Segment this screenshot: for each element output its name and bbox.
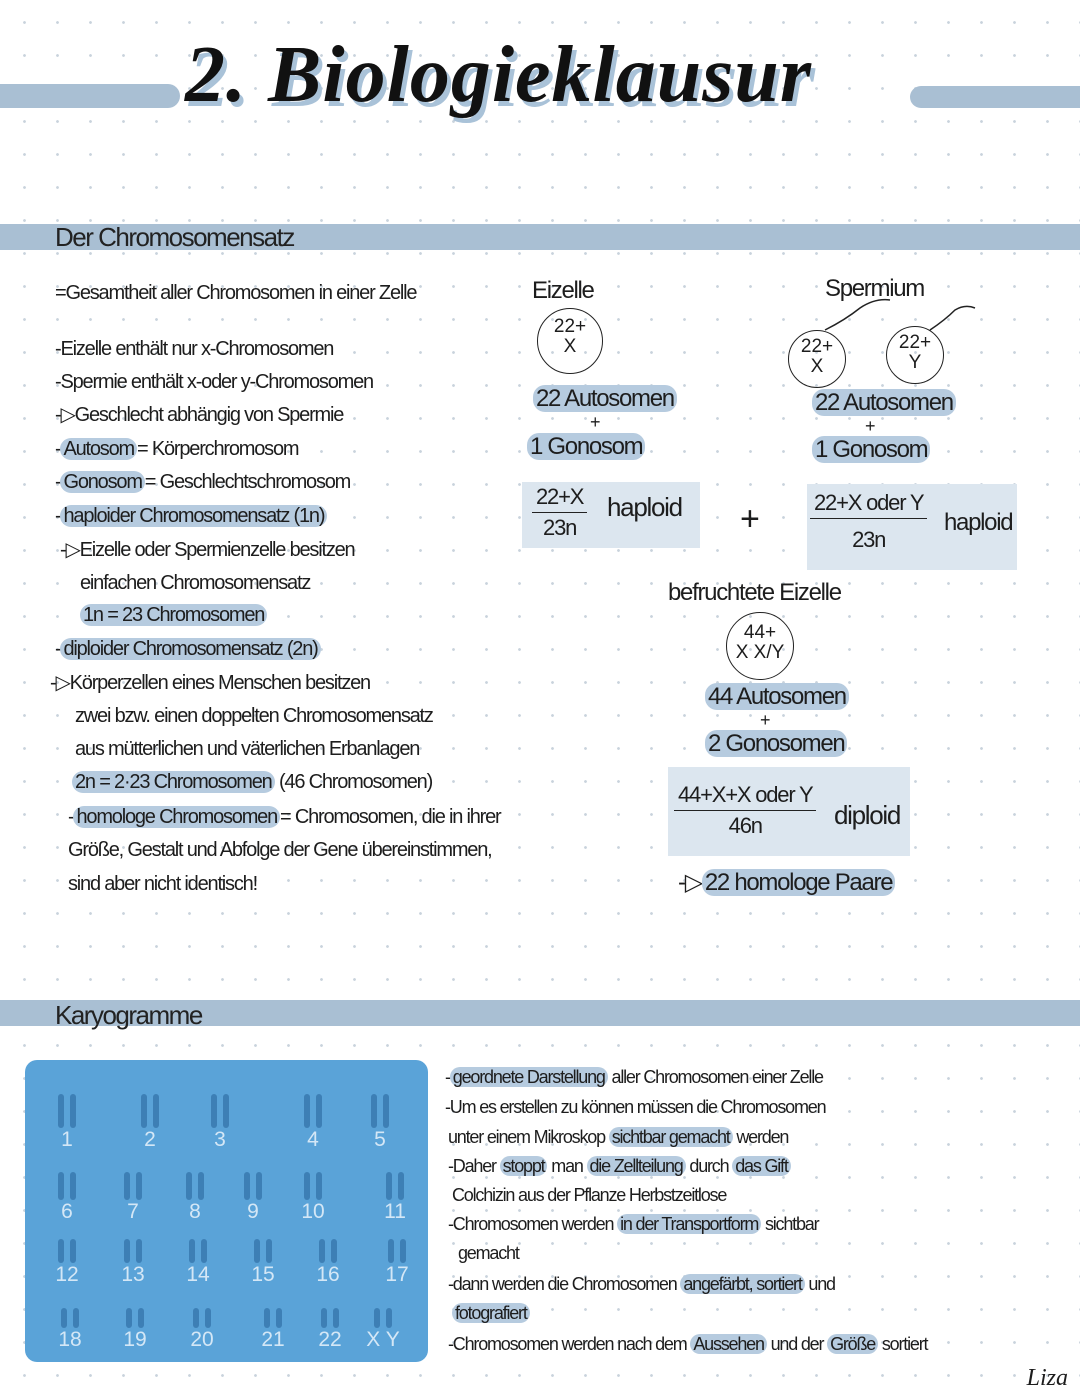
note-line [68, 804, 501, 830]
note-text: -▷Körperzellen eines Menschen besitzen [50, 672, 370, 694]
chromosome-number: 1 [61, 1128, 73, 1151]
note-text: -Um es erstellen zu können müssen die Chromosomen [445, 1097, 826, 1117]
note-line [448, 1271, 835, 1297]
note-line [452, 1182, 726, 1208]
highlighted-text: Gonosom [60, 471, 144, 493]
autosomen-label [533, 386, 677, 412]
chromosome [254, 1239, 260, 1263]
note-line [72, 769, 432, 795]
note-line [55, 469, 350, 495]
chromosome [371, 1094, 377, 1128]
highlighted-text: Aussehen [690, 1334, 766, 1354]
ploidy: haploid [944, 509, 1013, 536]
chromosome [198, 1172, 204, 1200]
note-text: - [55, 638, 61, 660]
note-text: - [55, 471, 61, 493]
chromosome [124, 1239, 130, 1263]
note-text: einfachen Chromosomensatz [80, 572, 311, 594]
chromosome [58, 1239, 64, 1263]
homologe-paare [678, 870, 895, 896]
autosomen-text: 22 Autosomen [812, 389, 956, 416]
highlighted-text: sichtbar gemacht [609, 1127, 733, 1147]
chromosome [70, 1094, 76, 1128]
note-text: Colchizin aus der Pflanze Herbstzeitlose [452, 1185, 727, 1205]
cell-text: X [563, 336, 577, 357]
highlighted-text: in der Transportform [617, 1214, 761, 1234]
section-heading: Karyogramme [55, 1000, 202, 1030]
plus-sign: + [740, 500, 759, 538]
note-text: -Chromosomen werden nach dem [448, 1334, 691, 1354]
chromosome [256, 1172, 262, 1200]
autosomen-label [705, 684, 849, 710]
note-line [458, 1240, 519, 1266]
eizelle-fraction [532, 484, 587, 541]
gonosomen-label [705, 731, 847, 757]
chromosome-number: 22 [318, 1328, 342, 1351]
highlighted-text: Autosom [60, 438, 137, 460]
note-text: (46 Chromosomen) [274, 771, 433, 793]
note-line [55, 436, 298, 462]
highlighted-text: geordnete Darstellung [450, 1067, 608, 1087]
chromosome [244, 1172, 250, 1200]
numerator: 44+X+X oder Y [674, 782, 816, 811]
note-text: = Chromosomen, die in ihrer [280, 806, 501, 828]
chromosome [124, 1172, 130, 1200]
chromosome-number: 21 [261, 1328, 285, 1351]
highlighted-text: 1n = 23 Chromosomen [80, 604, 267, 626]
chromosome-number: 8 [189, 1200, 201, 1223]
chromosome [61, 1308, 67, 1328]
section-heading: Der Chromosomensatz [55, 222, 294, 252]
chromosome-number: 17 [385, 1263, 409, 1286]
chromosome-number: 19 [123, 1328, 147, 1351]
chromosome [126, 1308, 132, 1328]
numerator: 22+X [532, 484, 587, 513]
gonosom-label [812, 437, 930, 463]
note-text: =Gesamtheit aller Chromosomen in einer Zelle [55, 282, 417, 304]
note-line [50, 670, 370, 696]
note-text: unter einem Mikroskop [448, 1127, 609, 1147]
chromosome [276, 1308, 282, 1328]
highlighted-text: angefärbt, sortiert [680, 1274, 804, 1294]
chromosome-number: 18 [58, 1328, 82, 1351]
denominator: 23n [543, 515, 577, 540]
chromosome [73, 1308, 79, 1328]
note-line [448, 1331, 927, 1357]
note-text: aus mütterlichen und väterlichen Erbanlagen [75, 738, 420, 760]
cell-text: Y [908, 352, 922, 373]
title-bar-right [910, 86, 1080, 108]
cell-text: 22+ [800, 336, 834, 357]
chromosome-number: 13 [121, 1263, 145, 1286]
highlighted-text: diploider Chromosomensatz (2n) [60, 638, 320, 660]
karyogram-chromosomes [25, 1060, 428, 1362]
zygote-cell [726, 612, 794, 680]
note-text: gemacht [458, 1243, 519, 1263]
cell-text: X [810, 356, 824, 377]
highlighted-text: homologe Chromosomen [73, 806, 280, 828]
note-text: -Spermie enthält x-oder y-Chromosomen [55, 371, 373, 393]
note-text: und [804, 1274, 835, 1294]
note-text: - [55, 438, 61, 460]
note-text: aller Chromosomen einer Zelle [607, 1067, 823, 1087]
chromosome-number: 9 [247, 1200, 259, 1223]
chromosome-number: 7 [127, 1200, 139, 1223]
cell-text: 22+ [553, 316, 587, 337]
chromosome [136, 1239, 142, 1263]
note-text: -Eizelle enthält nur x-Chromosomen [55, 338, 334, 360]
gonosom-label [527, 434, 645, 460]
denominator: 46n [728, 813, 762, 838]
highlighted-text: fotografiert [452, 1303, 530, 1323]
zygote-fraction [674, 782, 816, 839]
chromosome [374, 1308, 380, 1328]
note-text: sortiert [878, 1334, 928, 1354]
chromosome [319, 1239, 325, 1263]
autosomen-text: 22 Autosomen [533, 385, 677, 412]
highlighted-text: stoppt [500, 1156, 548, 1176]
plus: + [590, 412, 600, 432]
note-line [55, 336, 333, 362]
note-line [55, 280, 416, 306]
chromosome [386, 1172, 392, 1200]
chromosome [205, 1308, 211, 1328]
gonosom-text: 1 Gonosom [527, 433, 645, 460]
note-text: Größe, Gestalt und Abfolge der Gene übereinstimmen, [68, 839, 492, 861]
note-line [75, 736, 419, 762]
chromosome [201, 1239, 207, 1263]
chromosome-number: 14 [186, 1263, 210, 1286]
chromosome-number: 6 [61, 1200, 73, 1223]
note-line [68, 837, 492, 863]
eizelle-label: Eizelle [532, 277, 594, 304]
chromosome-number: 4 [307, 1128, 319, 1151]
chromosome [186, 1172, 192, 1200]
befruchtete-eizelle-label: befruchtete Eizelle [668, 579, 841, 606]
note-text: -▷Eizelle oder Spermienzelle besitzen [60, 539, 355, 561]
note-line [452, 1300, 530, 1326]
note-line [448, 1211, 818, 1237]
chromosome [304, 1094, 310, 1128]
note-text: = Geschlechtschromosom [144, 471, 351, 493]
note-text: - [55, 505, 61, 527]
chromosome [58, 1172, 64, 1200]
chromosome-number: X Y [366, 1328, 400, 1351]
chromosome [136, 1172, 142, 1200]
highlighted-text: 2n = 2·23 Chromosomen [72, 771, 275, 793]
note-text: sichtbar [761, 1214, 819, 1234]
eizelle-cell [537, 308, 603, 374]
gonosomen-text: 2 Gonosomen [705, 730, 847, 757]
note-text: -Chromosomen werden [448, 1214, 618, 1234]
chromosome [331, 1239, 337, 1263]
chromosome [189, 1239, 195, 1263]
chromosome-number: 16 [316, 1263, 340, 1286]
autosomen-text: 44 Autosomen [705, 683, 849, 710]
note-text: durch [685, 1156, 733, 1176]
note-text: = Körperchromosom [137, 438, 299, 460]
chromosome [388, 1239, 394, 1263]
chromosome [138, 1308, 144, 1328]
chromosome [386, 1308, 392, 1328]
cell-text: X X/Y [735, 642, 785, 663]
autosomen-label [812, 390, 956, 416]
chromosome-number: 2 [144, 1128, 156, 1151]
note-text: sind aber nicht identisch! [68, 873, 257, 895]
chromosome-number: 11 [384, 1200, 406, 1223]
note-line [55, 369, 373, 395]
pairs-text: 22 homologe Paare [702, 869, 895, 896]
note-line [60, 537, 354, 563]
note-line [55, 402, 343, 428]
page-title: 2. Biologieklausur [185, 31, 813, 119]
chromosome [400, 1239, 406, 1263]
plus: + [760, 710, 770, 730]
spermium-label: Spermium [825, 275, 924, 302]
cell-text: 44+ [743, 622, 777, 643]
numerator: 22+X oder Y [810, 490, 927, 519]
note-text: - [445, 1067, 450, 1087]
chromosome [153, 1094, 159, 1128]
chromosome-number: 3 [214, 1128, 226, 1151]
spermium-fraction [810, 490, 927, 553]
chromosome-number: 5 [374, 1128, 386, 1151]
gonosom-text: 1 Gonosom [812, 436, 930, 463]
title-bar-left [0, 84, 180, 108]
ploidy: haploid [607, 492, 682, 522]
note-text: zwei bzw. einen doppelten Chromosomensatz [75, 705, 433, 727]
note-line [55, 503, 327, 529]
sperm-cell-x [788, 330, 846, 388]
ploidy: diploid [834, 800, 901, 830]
note-line [80, 570, 310, 596]
note-line [80, 602, 267, 628]
chromosome-number: 20 [190, 1328, 214, 1351]
signature: Liza [1026, 1365, 1068, 1391]
note-line [55, 636, 321, 662]
chromosome [304, 1172, 310, 1200]
chromosome [264, 1308, 270, 1328]
note-text: werden [732, 1127, 789, 1147]
chromosome [223, 1094, 229, 1128]
karyogram-image [25, 1060, 428, 1362]
chromosome [333, 1308, 339, 1328]
note-text: -dann werden die Chromosomen [448, 1274, 681, 1294]
note-line [448, 1124, 788, 1150]
denominator: 23n [852, 527, 886, 552]
highlighted-text: die Zellteilung [587, 1156, 686, 1176]
chromosome [70, 1172, 76, 1200]
chromosome [316, 1172, 322, 1200]
highlighted-text: haploider Chromosomensatz (1n) [60, 505, 327, 527]
chromosome [70, 1239, 76, 1263]
note-text: -▷Geschlecht abhängig von Spermie [55, 404, 344, 426]
arrow-icon: -▷ [678, 869, 702, 896]
chromosome [398, 1172, 404, 1200]
chromosome-number: 10 [301, 1200, 325, 1223]
chromosome-number: 15 [251, 1263, 275, 1286]
note-text: man [547, 1156, 587, 1176]
chromosome [321, 1308, 327, 1328]
note-line [68, 871, 257, 897]
highlighted-text: Größe [827, 1334, 878, 1354]
note-line [448, 1153, 791, 1179]
note-text: - [68, 806, 74, 828]
chromosome [266, 1239, 272, 1263]
note-line [445, 1094, 825, 1120]
note-text: und der [766, 1334, 828, 1354]
highlighted-text: das Gift [732, 1156, 790, 1176]
chromosome [141, 1094, 147, 1128]
chromosome [58, 1094, 64, 1128]
sperm-cell-y [886, 326, 944, 384]
note-line [75, 703, 433, 729]
chromosome [211, 1094, 217, 1128]
chromosome [316, 1094, 322, 1128]
chromosome [193, 1308, 199, 1328]
note-text: -Daher [448, 1156, 500, 1176]
chromosome-number: 12 [55, 1263, 79, 1286]
note-line [445, 1064, 823, 1090]
chromosome [383, 1094, 389, 1128]
cell-text: 22+ [898, 332, 932, 353]
plus: + [865, 416, 875, 436]
